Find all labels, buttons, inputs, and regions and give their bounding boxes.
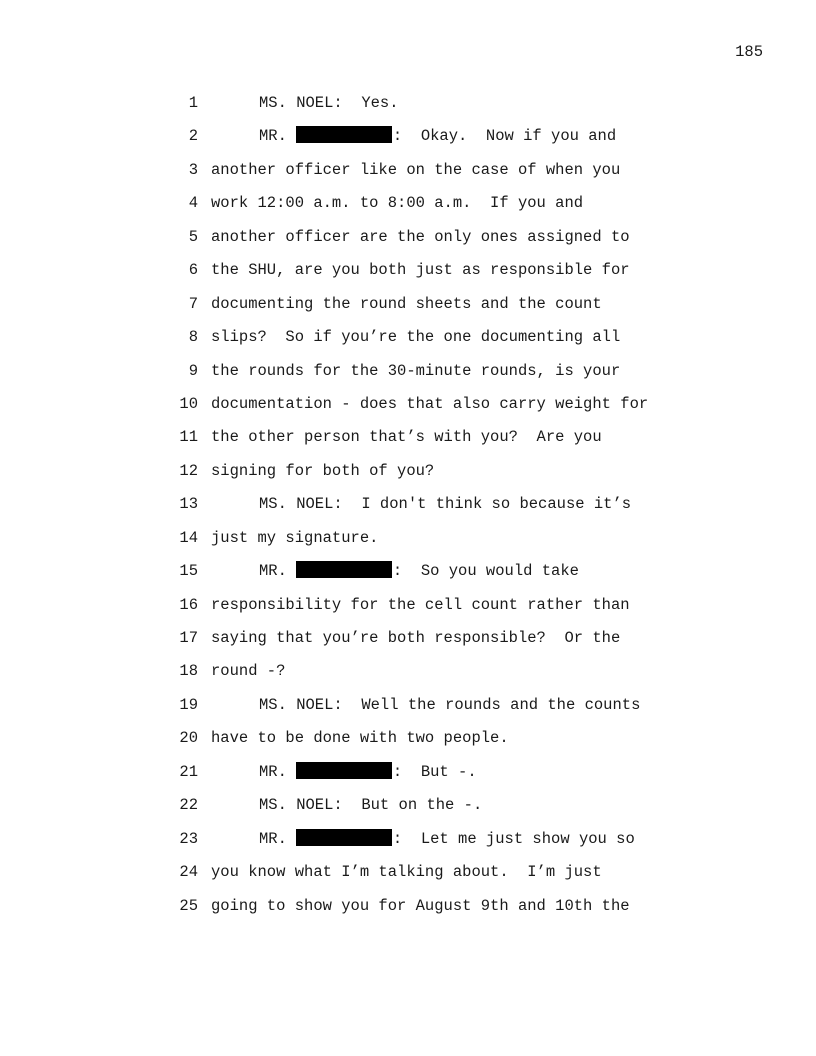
line-text	[211, 856, 602, 889]
line-number: 10	[179, 394, 198, 413]
transcript-line	[0, 455, 816, 488]
spoken-text: But -.	[420, 762, 477, 781]
line-text	[259, 789, 482, 822]
line-number: 1	[188, 94, 198, 112]
line-number: 16	[179, 595, 198, 614]
speaker-label: MS. NOEL:	[259, 94, 343, 112]
spoken-text: work 12:00 a.m. to 8:00 a.m. If you and	[211, 194, 584, 213]
spoken-text: another officer are the only ones assigned to	[211, 227, 630, 246]
spoken-text: I don't think so because it’s	[361, 495, 632, 514]
transcript-line	[0, 187, 816, 220]
spoken-text: just my signature.	[211, 528, 379, 547]
line-text: MR. : So you would take	[259, 562, 579, 581]
line-text	[211, 421, 602, 454]
line-number: 23	[179, 829, 198, 848]
spoken-text: the rounds for the 30-minute rounds, is your	[211, 361, 621, 380]
line-text	[211, 321, 620, 354]
transcript-line	[0, 856, 816, 889]
spoken-text: the SHU, are you both just as responsible for	[211, 261, 630, 280]
line-number: 13	[179, 495, 198, 514]
spoken-text: Let me just show you so	[420, 829, 635, 848]
line-number: 7	[188, 294, 198, 313]
transcript-line	[0, 756, 816, 789]
transcript-line	[0, 221, 816, 254]
redaction-bar	[296, 762, 392, 779]
line-number: 20	[179, 729, 198, 748]
speaker-label: MR.	[259, 562, 287, 581]
transcript-line	[0, 421, 816, 454]
line-number: 8	[188, 328, 198, 347]
line-text	[259, 87, 399, 120]
transcript-line	[0, 321, 816, 354]
line-text	[211, 154, 620, 187]
redaction-bar	[296, 829, 392, 846]
transcript-line	[0, 154, 816, 187]
line-number: 6	[188, 261, 198, 280]
spoken-text: round -?	[211, 662, 286, 681]
transcript-line	[0, 555, 816, 588]
line-number: 2	[188, 127, 198, 146]
transcript-line	[0, 655, 816, 688]
line-number: 12	[179, 461, 198, 480]
redaction-bar	[296, 561, 392, 578]
line-number: 17	[179, 629, 198, 647]
line-text: MR. : Okay. Now if you and	[259, 127, 617, 146]
speaker-label: MR.	[259, 762, 287, 781]
line-text	[211, 254, 630, 287]
transcript-line	[0, 789, 816, 822]
line-text	[211, 890, 630, 923]
transcript-body	[0, 87, 816, 923]
transcript-line	[0, 622, 816, 655]
line-text	[211, 522, 378, 555]
transcript-line	[0, 120, 816, 153]
spoken-text: the other person that’s with you? Are you	[211, 428, 602, 447]
transcript-line	[0, 288, 816, 321]
line-text	[259, 689, 640, 722]
line-number: 9	[188, 361, 198, 380]
transcript-line	[0, 722, 816, 755]
speaker-label: MS. NOEL:	[259, 796, 343, 815]
line-number: 25	[179, 896, 198, 915]
spoken-text: saying that you’re both responsible? Or the	[211, 629, 621, 647]
transcript-line	[0, 388, 816, 421]
spoken-text: But on the -.	[361, 796, 483, 815]
speaker-label: MS. NOEL:	[259, 695, 343, 714]
line-text: MR. : Let me just show you so	[259, 829, 635, 848]
line-text	[211, 455, 434, 488]
line-number: 21	[179, 762, 198, 781]
redaction-bar	[296, 126, 392, 143]
transcript-line	[0, 522, 816, 555]
speaker-label: MR.	[259, 829, 287, 848]
spoken-text: you know what I’m talking about. I’m just	[211, 863, 602, 882]
spoken-text: slips? So if you’re the one documenting all	[211, 328, 621, 347]
line-text	[211, 288, 602, 321]
speaker-label: MS. NOEL:	[259, 495, 343, 514]
spoken-text: Well the rounds and the counts	[361, 695, 641, 714]
transcript-line	[0, 589, 816, 622]
spoken-text: going to show you for August 9th and 10th the	[211, 896, 630, 915]
line-number: 18	[179, 662, 198, 681]
line-text	[211, 221, 630, 254]
line-number: 22	[179, 796, 198, 815]
transcript-line	[0, 890, 816, 923]
line-number: 19	[179, 695, 198, 714]
line-text	[211, 187, 583, 220]
transcript-line	[0, 488, 816, 521]
spoken-text: another officer like on the case of when you	[211, 160, 621, 179]
line-text	[211, 355, 620, 388]
line-text	[211, 655, 285, 688]
line-text	[211, 589, 630, 622]
spoken-text: documenting the round sheets and the count	[211, 294, 602, 313]
spoken-text: responsibility for the cell count rather than	[211, 595, 630, 614]
spoken-text: have to be done with two people.	[211, 729, 509, 748]
transcript-line	[0, 355, 816, 388]
line-text	[211, 722, 509, 755]
transcript-line	[0, 823, 816, 856]
speaker-label: MR.	[259, 127, 287, 146]
page-number: 185	[735, 43, 763, 61]
spoken-text: Okay. Now if you and	[420, 127, 617, 146]
line-text: MR. : But -.	[259, 762, 477, 781]
line-number: 3	[188, 160, 198, 179]
spoken-text: So you would take	[420, 562, 579, 581]
transcript-line	[0, 689, 816, 722]
transcript-line	[0, 254, 816, 287]
line-number: 11	[179, 428, 198, 447]
line-number: 14	[179, 528, 198, 547]
transcript-line	[0, 87, 816, 120]
spoken-text: Yes.	[361, 94, 399, 112]
line-text	[211, 388, 648, 421]
line-text	[211, 622, 620, 655]
line-number: 15	[179, 562, 198, 581]
line-number: 24	[179, 863, 198, 882]
line-number: 4	[188, 194, 198, 213]
line-number: 5	[188, 227, 198, 246]
spoken-text: documentation - does that also carry weight for	[211, 394, 649, 413]
line-text	[259, 488, 631, 521]
spoken-text: signing for both of you?	[211, 461, 435, 480]
